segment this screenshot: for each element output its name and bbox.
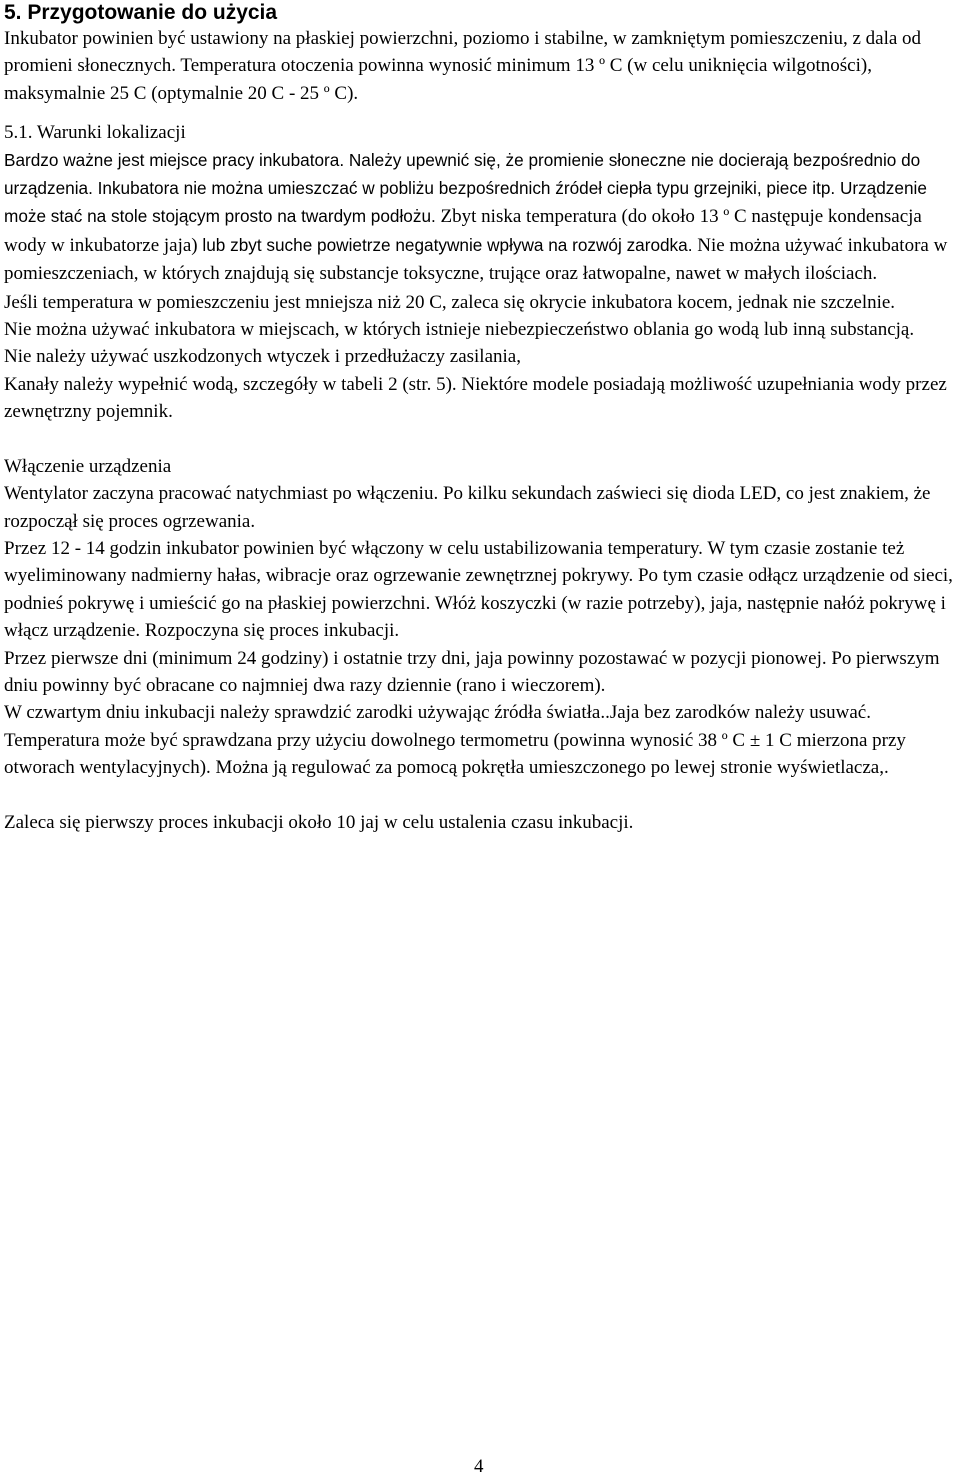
paragraph: Nie można używać inkubatora w miejscach, w których istnieje niebezpieczeństwo oblania go wodą lub inną substancją. xyxy=(4,319,915,341)
paragraph: Kanały należy wypełnić wodą, szczegóły w tabeli 2 (str. 5). Niektóre modele posiadają możliwość uzupełniania wody przez zewnętrzny pojemnik. xyxy=(4,373,947,423)
paragraph: W czwartym dniu inkubacji należy sprawdzić zarodki używając źródła światła..Jaja bez zarodków należy usuwać. xyxy=(4,702,871,724)
paragraph: Jeśli temperatura w pomieszczeniu jest mniejsza niż 20 C, zaleca się okrycie inkubatora kocem, jednak nie szczelnie. xyxy=(4,291,896,313)
section-heading: 5. Przygotowanie do użycia xyxy=(4,1,278,24)
subsection-heading: 5.1. Warunki lokalizacji xyxy=(4,122,186,144)
location-text-serif-b: Nie można używać inkubatora w pomieszczeniach, w których znajdują się substancje toksyczne, trujące oraz łatwopalne, nawet w małych ilościach. xyxy=(4,234,948,285)
page-number: 4 xyxy=(474,1456,484,1477)
paragraph: Przez 12 - 14 godzin inkubator powinien być włączony w celu ustabilizowania temperatury. W tym czasie zostanie też wyeliminowany nadmierny hałas, wibracje oraz ogrzewanie zewnętrznej pokrywy. Po tym czasie odłącz urządzenie od sieci, podnieś pokrywę i umieścić go na płaskiej powierzchni. Włóż koszyczki (w razie potrzeby), jaja, następnie nałóż pokrywę i włącz urządzenie. Rozpoczyna się proces inkubacji. xyxy=(4,537,953,642)
spacer xyxy=(4,782,958,809)
paragraph: Przez pierwsze dni (minimum 24 godziny) i ostatnie trzy dni, jaja powinny pozostawać w pozycji pionowej. Po pierwszym dniu powinny być obracane co najmniej dwa razy dziennie (rano i wieczorem). xyxy=(4,647,940,696)
location-text-serif-a: Zbyt niska temperatura (do około 13 º C następuje kondensacja wody w inkubatorze jaja) xyxy=(4,206,922,256)
paragraph: Temperatura może być sprawdzana przy użyciu dowolnego termometru (powinna wynosić 38 º C ± 1 C mierzona przy otworach wentylacyjnych). Można ją regulować za pomocą pokrętła umieszczonego po lewej stronie wyświetlacza,. xyxy=(4,729,906,779)
spacer xyxy=(4,107,958,119)
final-note: Zaleca się pierwszy proces inkubacji około 10 jaj w celu ustalenia czasu inkubacji. xyxy=(4,811,634,833)
document-page xyxy=(4,0,958,1484)
power-on-heading: Włączenie urządzenia xyxy=(4,455,172,477)
location-paragraph xyxy=(4,147,958,289)
location-text-sans-b: lub zbyt suche powietrze negatywnie wpływa na rozwój zarodka. xyxy=(202,234,693,255)
intro-paragraph: Inkubator powinien być ustawiony na płaskiej powierzchni, poziomo i stabilne, w zamkniętym pomieszczeniu, z dala od promieni słonecznych. Temperatura otoczenia powinna wynosić minimum 13 º C (w celu uniknięcia wilgotności), maksymalnie 25 C (optymalnie 20 C - 25 º C). xyxy=(4,28,922,104)
location-text-sans-a: Bardzo ważne jest miejsce pracy inkubatora. Należy upewnić się, że promienie słoneczne nie docierają bezpośrednio do urządzenia. Inkubatora nie można umieszczać w pobliżu bezpośrednich źródeł ciepła typu grzejniki, piece itp. Urządzenie może stać na stole stojącym prosto na twardym podłożu. xyxy=(4,149,927,227)
paragraph: Nie należy używać uszkodzonych wtyczek i przedłużaczy zasilania, xyxy=(4,346,521,368)
paragraph: Wentylator zaczyna pracować natychmiast po włączeniu. Po kilku sekundach zaświeci się dioda LED, co jest znakiem, że rozpoczął się proces ogrzewania. xyxy=(4,483,931,532)
spacer xyxy=(4,426,958,453)
